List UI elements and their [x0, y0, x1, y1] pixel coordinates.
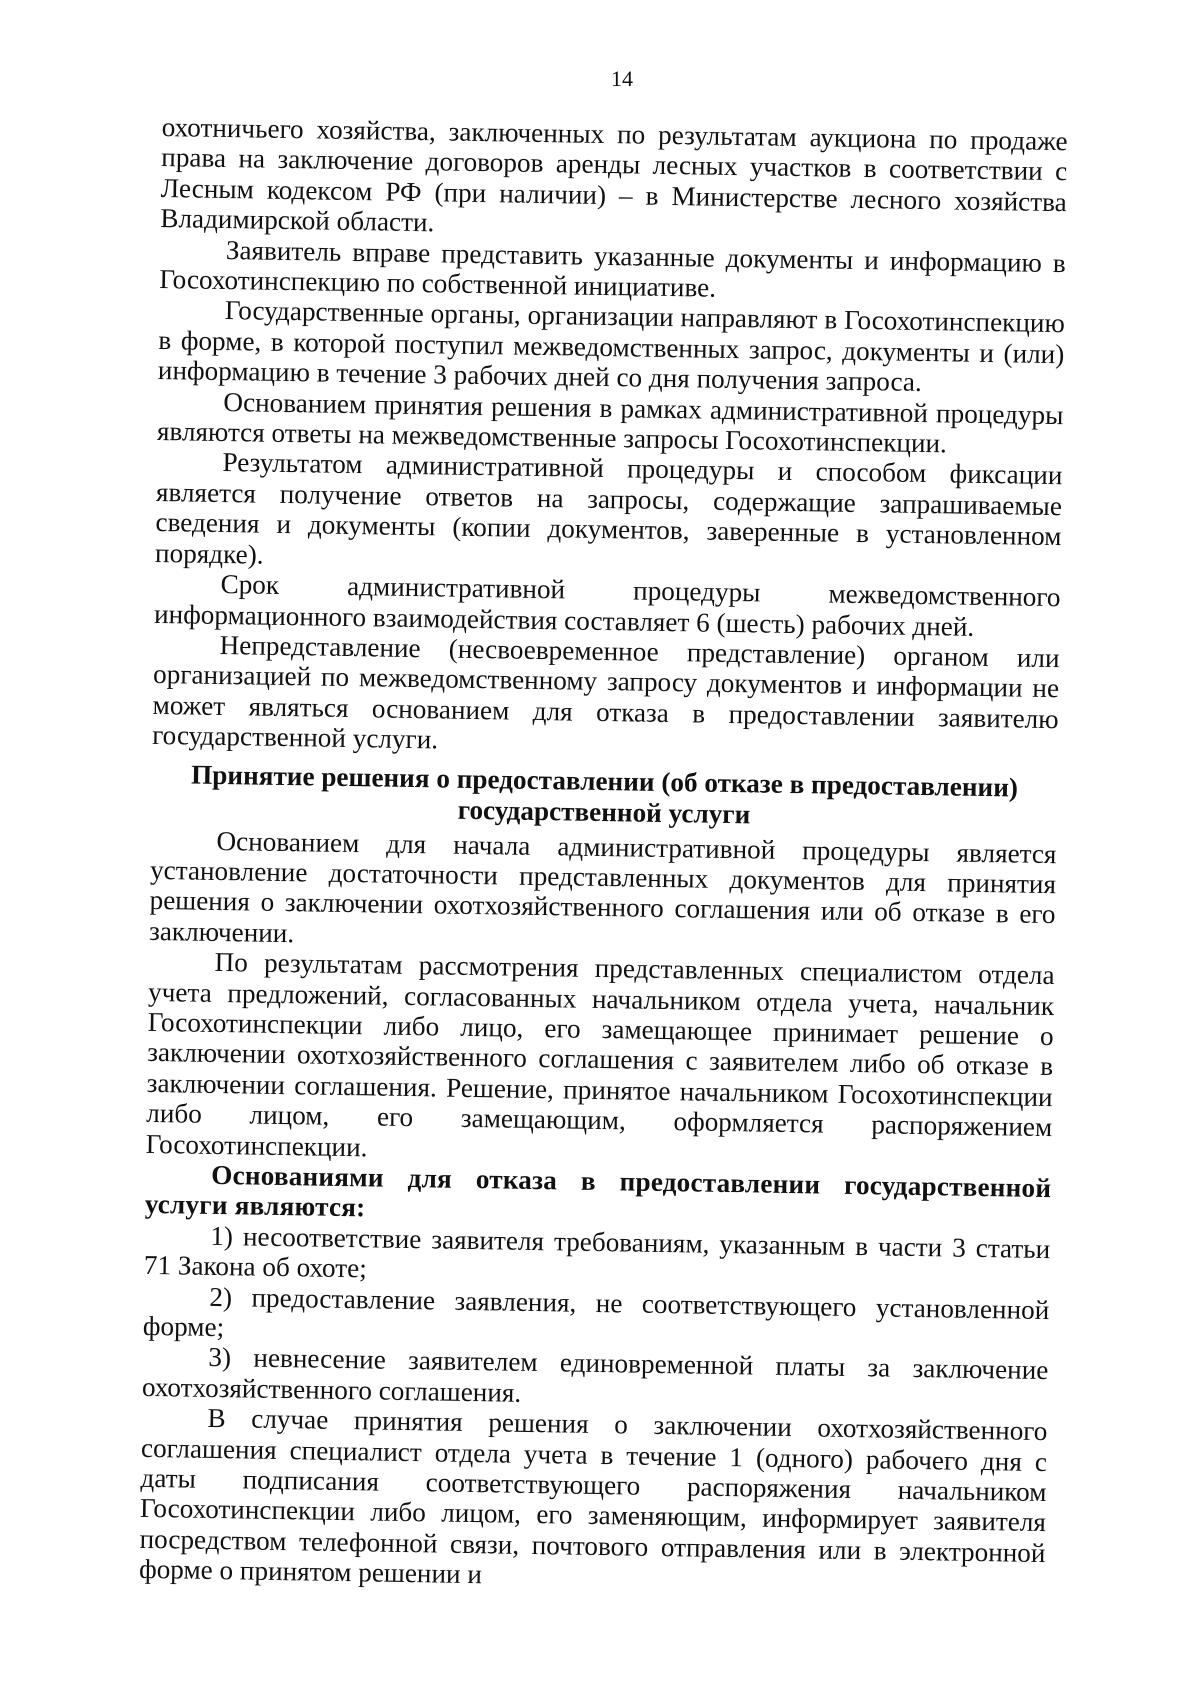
paragraph-term: Срок административной процедуры межведомственного информационного взаимодействия составляет 6 (шесть) рабочих дней.	[153, 569, 1061, 642]
page-body	[139, 112, 1068, 1599]
section-heading-line-1: Принятие решения о предоставлении (об отказе в предоставлении)	[190, 759, 1019, 803]
paragraph-basis-decision: Основанием принятия решения в рамках административной процедуры являются ответы на межведомственные запросы Госохотинспекции.	[156, 386, 1064, 459]
refusal-ground-item: 1) несоответствие заявителя требованиям, указанным в части 3 статьи 71 Закона об охоте;	[143, 1220, 1051, 1284]
paragraph-procedure-basis: Основанием для начала административной процедуры является установление достаточности представленных документов для принятия решения о заключении охотхозяйственного соглашения или об отказе в его заключении.	[148, 825, 1057, 948]
paragraph-agencies-response: Государственные органы, организации направляют в Госохотинспекцию в форме, в которой поступил межведомственных запрос, документы и (или) информацию в течение 3 рабочих дней со дня получения запроса.	[157, 295, 1066, 398]
refusal-ground-item: 2) предоставление заявления, не соответствующего установленной форме;	[142, 1281, 1050, 1343]
paragraph-informing-applicant: В случае принятия решения о заключении охотхозяйственного соглашения специалист отдела учета в течение 1 (одного) рабочего дня с даты подписания соответствующего распоряжения начальником Госохотинспекции либо лицом, его заменяющим, информирует заявителя посредством телефонной связи, почтового отправления или в электронной форме о принятом решении и	[138, 1403, 1048, 1590]
section-heading	[151, 758, 1058, 834]
paragraph-continuation: охотничьего хозяйства, заключенных по результатам аукциона по продаже права на заключение договоров аренды лесных участков в соответствии с Лесным кодексом РФ (при наличии) – в Министерстве лесного хозяйства Владимирской области.	[160, 112, 1068, 238]
refusal-grounds-lead: Основаниями для отказа в предоставлении государственной услуги являются:	[144, 1159, 1052, 1223]
page-number: 14	[611, 66, 633, 91]
paragraph-result: Результатом административной процедуры и способом фиксации является получение ответов на запросы, содержащие запрашиваемые сведения и документы (копии документов, заверенные в установленном порядке).	[154, 447, 1063, 570]
paragraph-non-submission: Непредставление (несвоевременное представление) органом или организацией по межведомственному запросу документов и информации не может являться основанием для отказа в предоставлении заявителю государственной услуги.	[151, 629, 1060, 755]
paragraph-applicant-right: Заявитель вправе представить указанные документы и информацию в Госохотинспекцию по собственной инициативе.	[159, 234, 1066, 303]
refusal-ground-item: 3) невнесение заявителем единовременной платы за заключение охотхозяйственного соглашения.	[141, 1342, 1049, 1408]
section-heading-line-2: государственной услуги	[457, 794, 751, 829]
paragraph-review-results: По результатам рассмотрения представленных специалистом отдела учета предложений, согласованных начальником отдела учета, начальник Госохотинспекции либо лицо, его замещающее принимает решение о заключении охотхозяйственного соглашения с заявителем либо об отказе в заключении соглашения. Решение, принятое начальником Госохотинспекции либо лицом, его замещающим, оформляется распоряжением Госохотинспекции.	[145, 947, 1055, 1162]
